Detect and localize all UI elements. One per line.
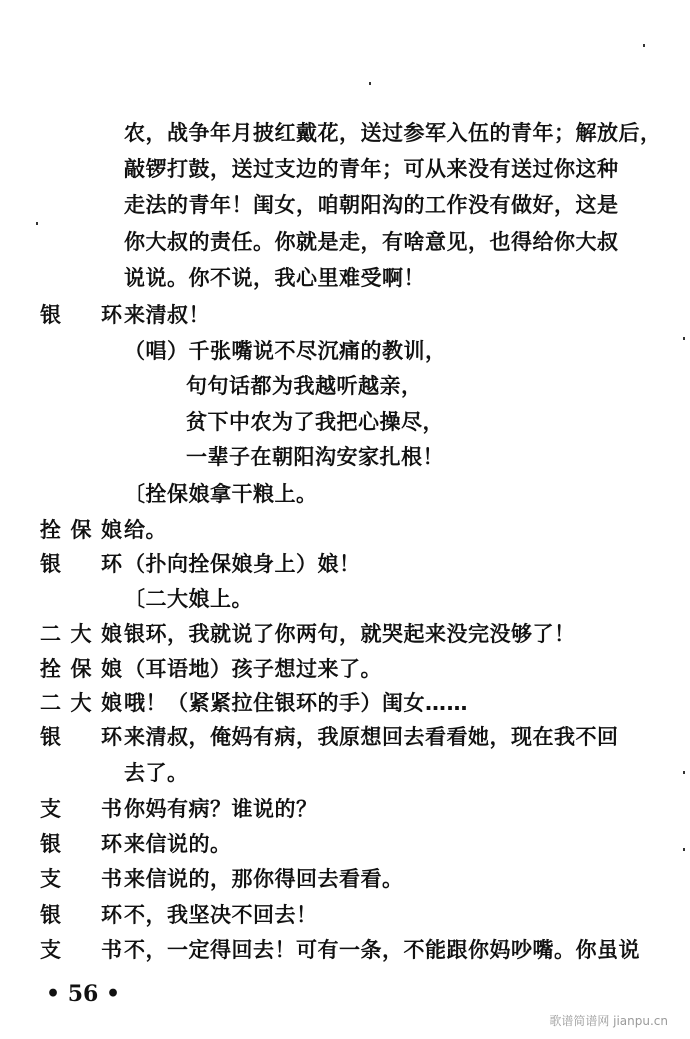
dialogue-line: 你大叔的责任。你就是走，有啥意见，也得给你大叔 (124, 230, 619, 254)
speaker-label: 银 环 (40, 725, 122, 749)
speaker-label: 银 环 (40, 832, 122, 856)
speaker-label: 二 大 娘 (40, 622, 122, 646)
dialogue-line: 来信说的。 (124, 832, 232, 856)
stage-direction: 〔拴保娘拿干粮上。 (124, 482, 318, 506)
song-line: 一辈子在朝阳沟安家扎根！ (186, 445, 444, 469)
song-line: （唱）千张嘴说不尽沉痛的教训， (124, 339, 447, 363)
scan-speck (36, 222, 38, 225)
speaker-label: 银 环 (40, 903, 122, 927)
speaker-label: 支 书 (40, 867, 122, 891)
scan-speck (643, 44, 645, 47)
song-line: 句句话都为我越听越亲， (186, 374, 423, 398)
scan-speck (369, 82, 371, 85)
dialogue-line: 来清叔，俺妈有病，我原想回去看看她，现在我不回 (124, 725, 619, 749)
speaker-label: 拴 保 娘 (40, 657, 122, 681)
speaker-label: 支 书 (40, 797, 122, 821)
scan-speck (683, 771, 685, 774)
dialogue-line: 你妈有病？谁说的？ (124, 797, 318, 821)
speaker-label: 银 环 (40, 303, 122, 327)
stage-direction: 〔二大娘上。 (124, 587, 253, 611)
dialogue-line: 说说。你不说，我心里难受啊！ (124, 266, 425, 290)
watermark: 歌谱简谱网 jianpu.cn (549, 1014, 668, 1028)
dialogue-line: 走法的青年！闺女，咱朝阳沟的工作没有做好，这是 (124, 193, 619, 217)
dialogue-line: 敲锣打鼓，送过支边的青年；可从来没有送过你这种 (124, 157, 619, 181)
dialogue-line: 给。 (124, 518, 167, 542)
dialogue-line: （耳语地）孩子想过来了。 (124, 657, 382, 681)
speaker-label: 二 大 娘 (40, 691, 122, 715)
dialogue-line: 农，战争年月披红戴花，送过参军入伍的青年；解放后， (124, 121, 662, 145)
dialogue-line: 来信说的，那你得回去看看。 (124, 867, 404, 891)
speaker-label: 银 环 (40, 552, 122, 576)
dialogue-line: 不，一定得回去！可有一条，不能跟你妈吵嘴。你虽说 (124, 938, 640, 962)
scan-speck (683, 848, 685, 851)
dialogue-line: （扑向拴保娘身上）娘！ (124, 552, 361, 576)
song-line: 贫下中农为了我把心操尽， (186, 410, 444, 434)
page-number: • 56 • (46, 981, 121, 1007)
dialogue-line: 哦！（紧紧拉住银环的手）闺女…… (124, 691, 468, 715)
scan-speck (683, 337, 685, 340)
dialogue-line: 银环，我就说了你两句，就哭起来没完没够了！ (124, 622, 576, 646)
speaker-label: 拴 保 娘 (40, 518, 122, 542)
dialogue-line: 不，我坚决不回去！ (124, 903, 318, 927)
speaker-label: 支 书 (40, 938, 122, 962)
dialogue-line: 来清叔！ (124, 303, 210, 327)
dialogue-line: 去了。 (124, 761, 189, 785)
